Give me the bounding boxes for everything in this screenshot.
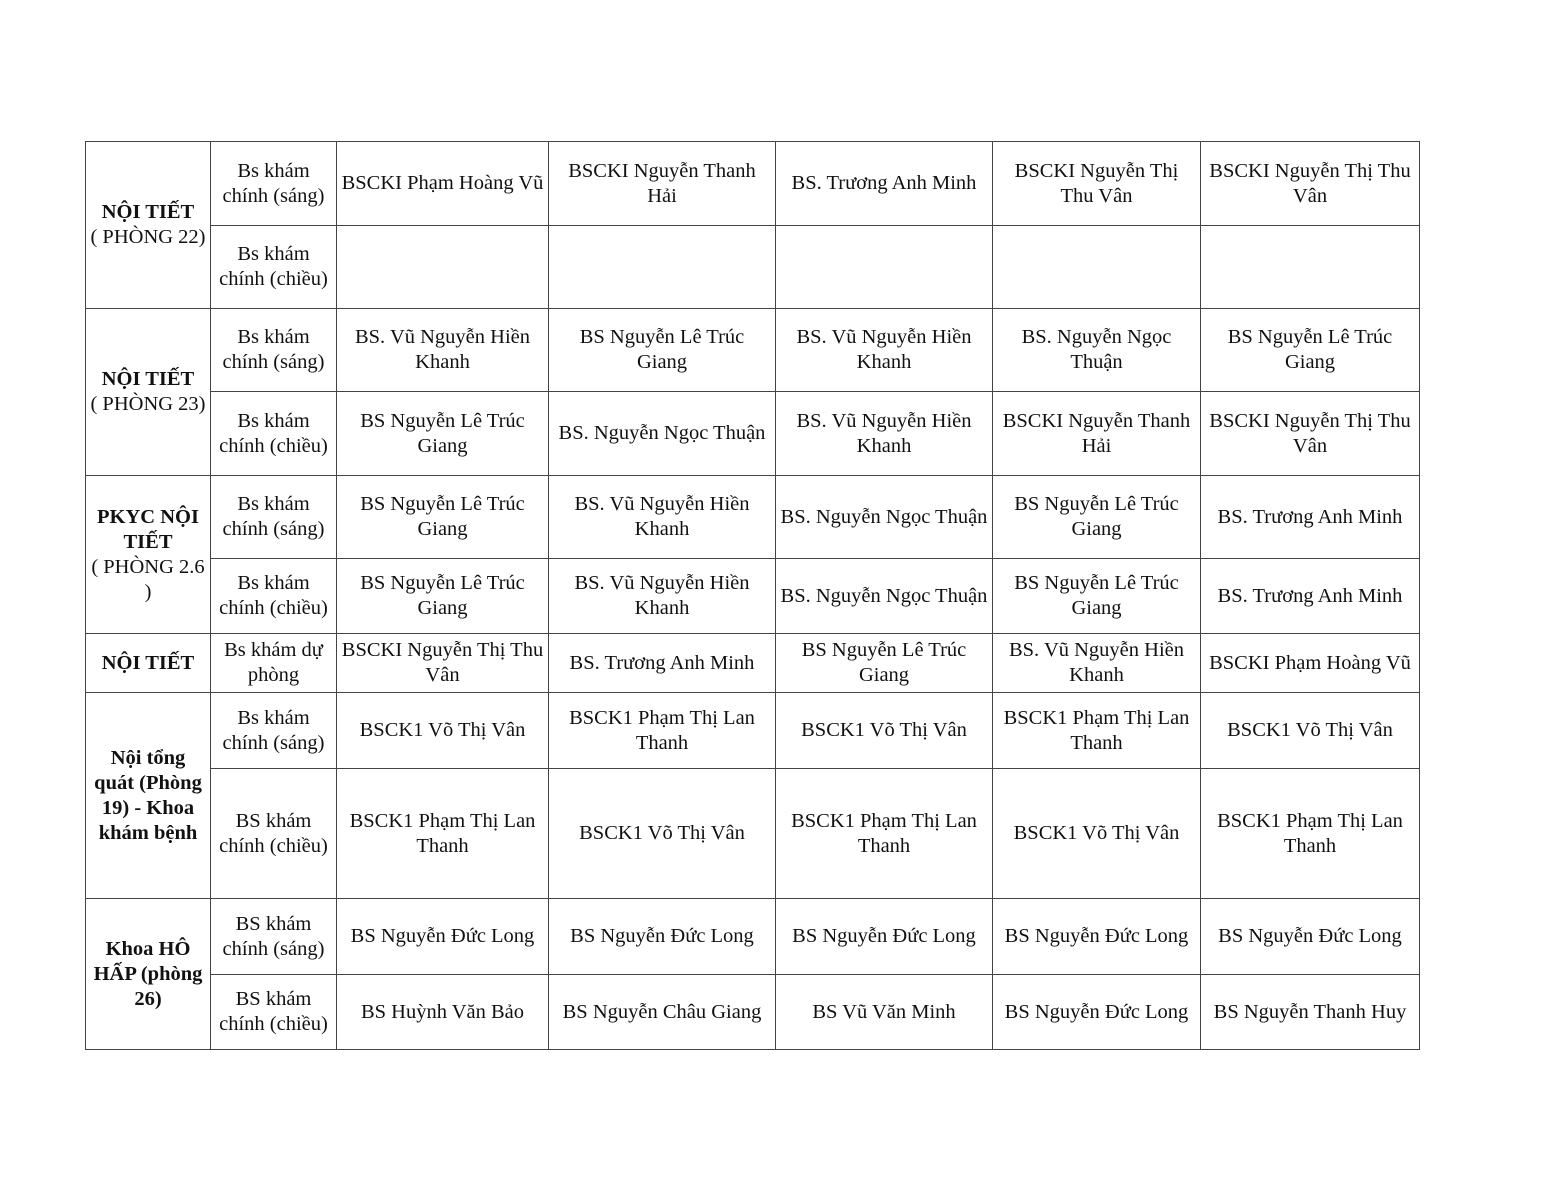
- doctor-cell: BS Nguyễn Lê Trúc Giang: [776, 634, 993, 693]
- doctor-cell: BS. Nguyễn Ngọc Thuận: [776, 559, 993, 634]
- doctor-cell: BSCK1 Phạm Thị Lan Thanh: [549, 693, 776, 769]
- doctor-cell: BS. Trương Anh Minh: [1201, 476, 1420, 559]
- shift-label: BS khám chính (sáng): [211, 899, 337, 975]
- shift-label: Bs khám chính (chiều): [211, 226, 337, 309]
- shift-label: Bs khám dự phòng: [211, 634, 337, 693]
- doctor-cell: BSCKI Nguyễn Thanh Hải: [549, 142, 776, 226]
- shift-label: BS khám chính (chiều): [211, 975, 337, 1050]
- shift-label: Bs khám chính (chiều): [211, 392, 337, 476]
- department-cell: [86, 693, 211, 899]
- doctor-cell: [337, 226, 549, 309]
- department-room: ( PHÒNG 22): [90, 226, 206, 248]
- doctor-cell: BS Vũ Văn Minh: [776, 975, 993, 1050]
- doctor-cell: BSCK1 Võ Thị Vân: [776, 693, 993, 769]
- department-name: NỘI TIẾT: [101, 201, 195, 223]
- doctor-cell: BSCK1 Võ Thị Vân: [1201, 693, 1420, 769]
- doctor-cell: BS Nguyễn Lê Trúc Giang: [337, 476, 549, 559]
- department-cell: [86, 899, 211, 1050]
- doctor-cell: BS. Trương Anh Minh: [1201, 559, 1420, 634]
- department-cell: [86, 476, 211, 634]
- table-row: [86, 769, 1420, 899]
- doctor-cell: BS Nguyễn Đức Long: [549, 899, 776, 975]
- doctor-cell: BS Nguyễn Lê Trúc Giang: [993, 559, 1201, 634]
- doctor-cell: BS Nguyễn Đức Long: [993, 899, 1201, 975]
- shift-label: Bs khám chính (sáng): [211, 309, 337, 392]
- shift-label: BS khám chính (chiều): [211, 769, 337, 899]
- doctor-cell: BSCK1 Phạm Thị Lan Thanh: [993, 693, 1201, 769]
- table-row: [86, 975, 1420, 1050]
- department-cell: [86, 142, 211, 309]
- doctor-cell: BS Nguyễn Đức Long: [337, 899, 549, 975]
- doctor-cell: BS. Vũ Nguyễn Hiền Khanh: [337, 309, 549, 392]
- doctor-cell: BS Nguyễn Lê Trúc Giang: [993, 476, 1201, 559]
- doctor-cell: BSCK1 Võ Thị Vân: [993, 769, 1201, 899]
- doctor-cell: BS Nguyễn Lê Trúc Giang: [549, 309, 776, 392]
- doctor-cell: BSCKI Nguyễn Thị Thu Vân: [1201, 392, 1420, 476]
- doctor-cell: BSCKI Phạm Hoàng Vũ: [1201, 634, 1420, 693]
- department-room: ( PHÒNG 2.6 ): [91, 555, 205, 603]
- doctor-cell: BSCKI Nguyễn Thị Thu Vân: [337, 634, 549, 693]
- department-name: PKYC NỘI TIẾT: [97, 505, 199, 553]
- department-room: ( PHÒNG 23): [90, 393, 206, 415]
- department-name: Khoa HÔ HẤP (phòng 26): [93, 937, 203, 1010]
- doctor-cell: BS Nguyễn Đức Long: [1201, 899, 1420, 975]
- doctor-cell: [776, 226, 993, 309]
- doctor-cell: BS. Vũ Nguyễn Hiền Khanh: [993, 634, 1201, 693]
- doctor-cell: BSCK1 Võ Thị Vân: [549, 769, 776, 899]
- table-row: [86, 693, 1420, 769]
- doctor-cell: BSCKI Phạm Hoàng Vũ: [337, 142, 549, 226]
- doctor-schedule-table: [85, 141, 1420, 1050]
- doctor-cell: BSCKI Nguyễn Thanh Hải: [993, 392, 1201, 476]
- department-cell: [86, 634, 211, 693]
- doctor-cell: BSCK1 Võ Thị Vân: [337, 693, 549, 769]
- doctor-cell: BSCK1 Phạm Thị Lan Thanh: [1201, 769, 1420, 899]
- department-cell: [86, 309, 211, 476]
- doctor-cell: BS Nguyễn Lê Trúc Giang: [337, 559, 549, 634]
- doctor-cell: BS. Nguyễn Ngọc Thuận: [993, 309, 1201, 392]
- doctor-cell: BS Nguyễn Lê Trúc Giang: [337, 392, 549, 476]
- table-row: [86, 226, 1420, 309]
- doctor-cell: BSCKI Nguyễn Thị Thu Vân: [1201, 142, 1420, 226]
- doctor-cell: BS Nguyễn Đức Long: [993, 975, 1201, 1050]
- table-row: [86, 634, 1420, 693]
- department-name: NỘI TIẾT: [101, 651, 195, 674]
- table-row: [86, 899, 1420, 975]
- doctor-cell: [549, 226, 776, 309]
- table-row: [86, 392, 1420, 476]
- doctor-cell: BS Nguyễn Thanh Huy: [1201, 975, 1420, 1050]
- doctor-cell: BS. Nguyễn Ngọc Thuận: [549, 392, 776, 476]
- doctor-cell: BS. Trương Anh Minh: [549, 634, 776, 693]
- shift-label: Bs khám chính (sáng): [211, 693, 337, 769]
- doctor-cell: [993, 226, 1201, 309]
- doctor-cell: BSCKI Nguyễn Thị Thu Vân: [993, 142, 1201, 226]
- doctor-cell: BS Huỳnh Văn Bảo: [337, 975, 549, 1050]
- doctor-cell: BS. Vũ Nguyễn Hiền Khanh: [549, 476, 776, 559]
- table-row: [86, 142, 1420, 226]
- table-row: [86, 559, 1420, 634]
- doctor-cell: [1201, 226, 1420, 309]
- doctor-cell: BSCK1 Phạm Thị Lan Thanh: [337, 769, 549, 899]
- doctor-cell: BS. Nguyễn Ngọc Thuận: [776, 476, 993, 559]
- table-row: [86, 476, 1420, 559]
- shift-label: Bs khám chính (sáng): [211, 142, 337, 226]
- department-name: Nội tổng quát (Phòng 19) - Khoa khám bệnh: [94, 746, 202, 844]
- doctor-cell: BS. Vũ Nguyễn Hiền Khanh: [776, 309, 993, 392]
- doctor-cell: BS. Vũ Nguyễn Hiền Khanh: [776, 392, 993, 476]
- shift-label: Bs khám chính (sáng): [211, 476, 337, 559]
- doctor-cell: BS Nguyễn Đức Long: [776, 899, 993, 975]
- table-row: [86, 309, 1420, 392]
- doctor-cell: BS Nguyễn Châu Giang: [549, 975, 776, 1050]
- department-name: NỘI TIẾT: [101, 368, 195, 390]
- doctor-cell: BS. Vũ Nguyễn Hiền Khanh: [549, 559, 776, 634]
- shift-label: Bs khám chính (chiều): [211, 559, 337, 634]
- doctor-cell: BS. Trương Anh Minh: [776, 142, 993, 226]
- doctor-cell: BS Nguyễn Lê Trúc Giang: [1201, 309, 1420, 392]
- doctor-cell: BSCK1 Phạm Thị Lan Thanh: [776, 769, 993, 899]
